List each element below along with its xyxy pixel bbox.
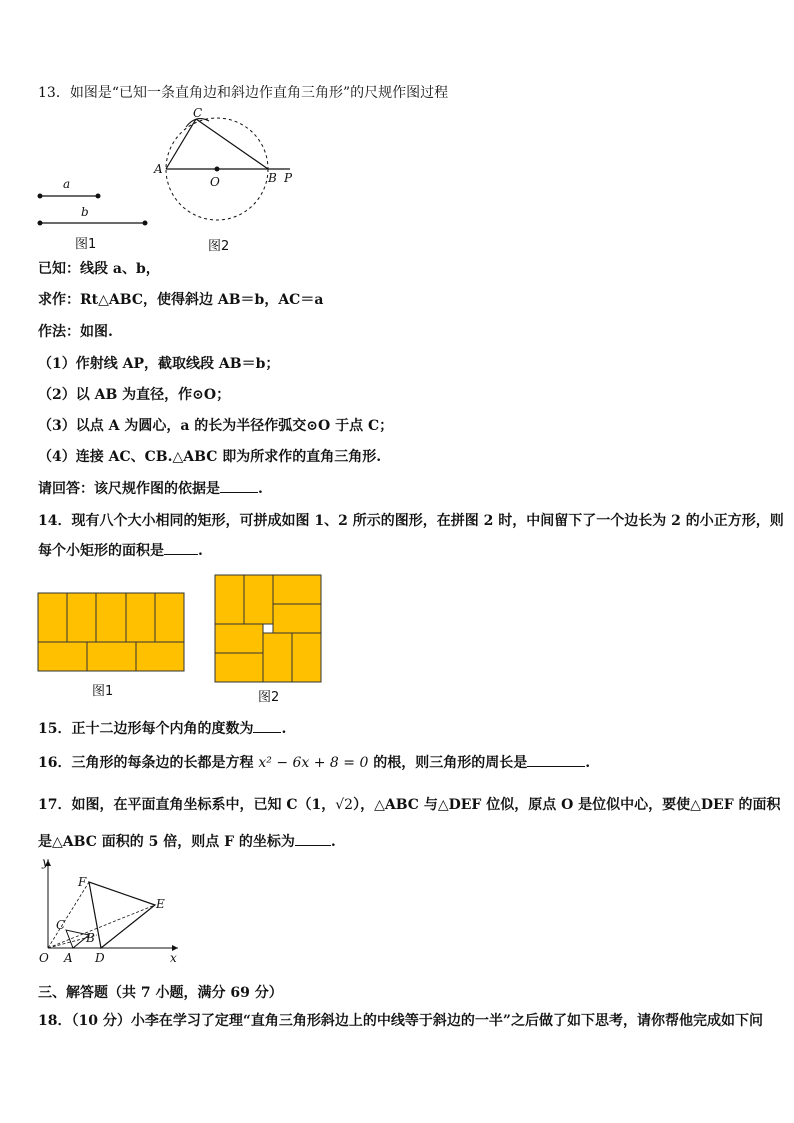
q18-text: 18．（10 分）小李在学习了定理“直角三角形斜边上的中线等于斜边的一半”之后做了如下思考，请你帮他完成如下问 — [38, 1013, 763, 1029]
q13-given: 已知：线段 a、b， — [38, 261, 160, 277]
point-B-label-q17: B — [86, 931, 95, 945]
answer-blank — [527, 754, 585, 767]
q14-line-2: 每个小矩形的面积是 . — [38, 543, 203, 559]
q17-coordinate-figure — [39, 855, 178, 965]
point-O-label: O — [210, 175, 220, 189]
q17-line-1-b: ），△ABC 与△DEF 位似，原点 O 是位似中心，要使△DEF 的面积 — [353, 797, 781, 813]
q13-find: 求作：Rt△ABC，使得斜边 AB＝b，AC＝a — [38, 292, 324, 308]
q13-step-3: （3）以点 A 为圆心，a 的长为半径作弧交⊙O 于点 C； — [38, 418, 394, 434]
axis-x-label: x — [170, 951, 177, 965]
q17-line-1 — [38, 796, 781, 814]
answer-blank — [295, 833, 331, 846]
origin-label: O — [39, 951, 49, 965]
q13-title: 13．如图是“已知一条直角边和斜边作直角三角形”的尺规作图过程 — [38, 85, 449, 101]
q13-figure-1 — [38, 177, 148, 226]
point-C-label-q17: C — [56, 918, 66, 932]
point-F-label-q17: F — [78, 875, 87, 889]
point-C-label: C — [193, 106, 203, 120]
q16-text-b: 的根，则三角形的周长是 — [373, 755, 528, 771]
q14-figure-1 — [38, 593, 184, 671]
answer-blank — [220, 480, 258, 493]
q13-fig2-caption: 图2 — [208, 239, 230, 254]
q16-question: 16．三角形的每条边的长都是方程 x² − 6x + 8 = 0 的根，则三角形的周长是 . — [38, 755, 591, 771]
point-D-label-q17: D — [95, 951, 105, 965]
q16-equation: x² − 6x + 8 = 0 — [258, 755, 369, 771]
q17-line-2: 是△ABC 面积的 5 倍，则点 F 的坐标为 . — [38, 834, 336, 850]
segment-b-label: b — [81, 205, 89, 219]
q13-method: 作法：如图. — [38, 324, 113, 340]
segment-a-label: a — [63, 177, 71, 191]
q13-step-1: （1）作射线 AP，截取线段 AB＝b； — [38, 356, 280, 372]
point-A-label: A — [154, 162, 163, 176]
point-A-label-q17: A — [64, 951, 73, 965]
section-3-title: 三、解答题（共 7 小题，满分 69 分） — [38, 985, 283, 1001]
q15-question: 15．正十二边形每个内角的度数为 . — [38, 721, 287, 737]
q13-step-2: （2）以 AB 为直径，作⊙O； — [38, 387, 231, 403]
answer-blank — [253, 720, 281, 733]
point-P-label: P — [284, 171, 293, 185]
q14-figure-2 — [215, 575, 321, 682]
q14-fig1-caption: 图1 — [92, 684, 114, 699]
q14-line-2-text: 每个小矩形的面积是 — [38, 543, 164, 559]
q14-fig2-caption: 图2 — [258, 690, 280, 705]
q13-fig1-caption: 图1 — [75, 237, 97, 252]
answer-blank — [164, 542, 198, 555]
q14-line-1: 14．现有八个大小相同的矩形，可拼成如图 1、2 所示的图形，在拼图 2 时，中间留下了一个边长为 2 的小正方形，则 — [38, 513, 784, 529]
axis-y-label: y — [42, 855, 49, 869]
q13-question-text: 请回答：该尺规作图的依据是 — [38, 481, 220, 497]
q17-line-1-a: 17．如图，在平面直角坐标系中，已知 C（1， — [38, 797, 336, 813]
point-B-label: B — [268, 171, 277, 185]
q13-figure-2 — [153, 106, 293, 220]
q16-text-a: 16．三角形的每条边的长都是方程 — [38, 755, 254, 771]
point-E-label-q17: E — [156, 897, 165, 911]
q13-step-4: （4）连接 AC、CB.△ABC 即为所求作的直角三角形. — [38, 449, 382, 465]
q17-sqrt: √2 — [335, 797, 354, 813]
q15-text: 15．正十二边形每个内角的度数为 — [38, 721, 254, 737]
q17-line-2-text: 是△ABC 面积的 5 倍，则点 F 的坐标为 — [38, 834, 295, 850]
q13-question: 请回答：该尺规作图的依据是 . — [38, 481, 263, 497]
